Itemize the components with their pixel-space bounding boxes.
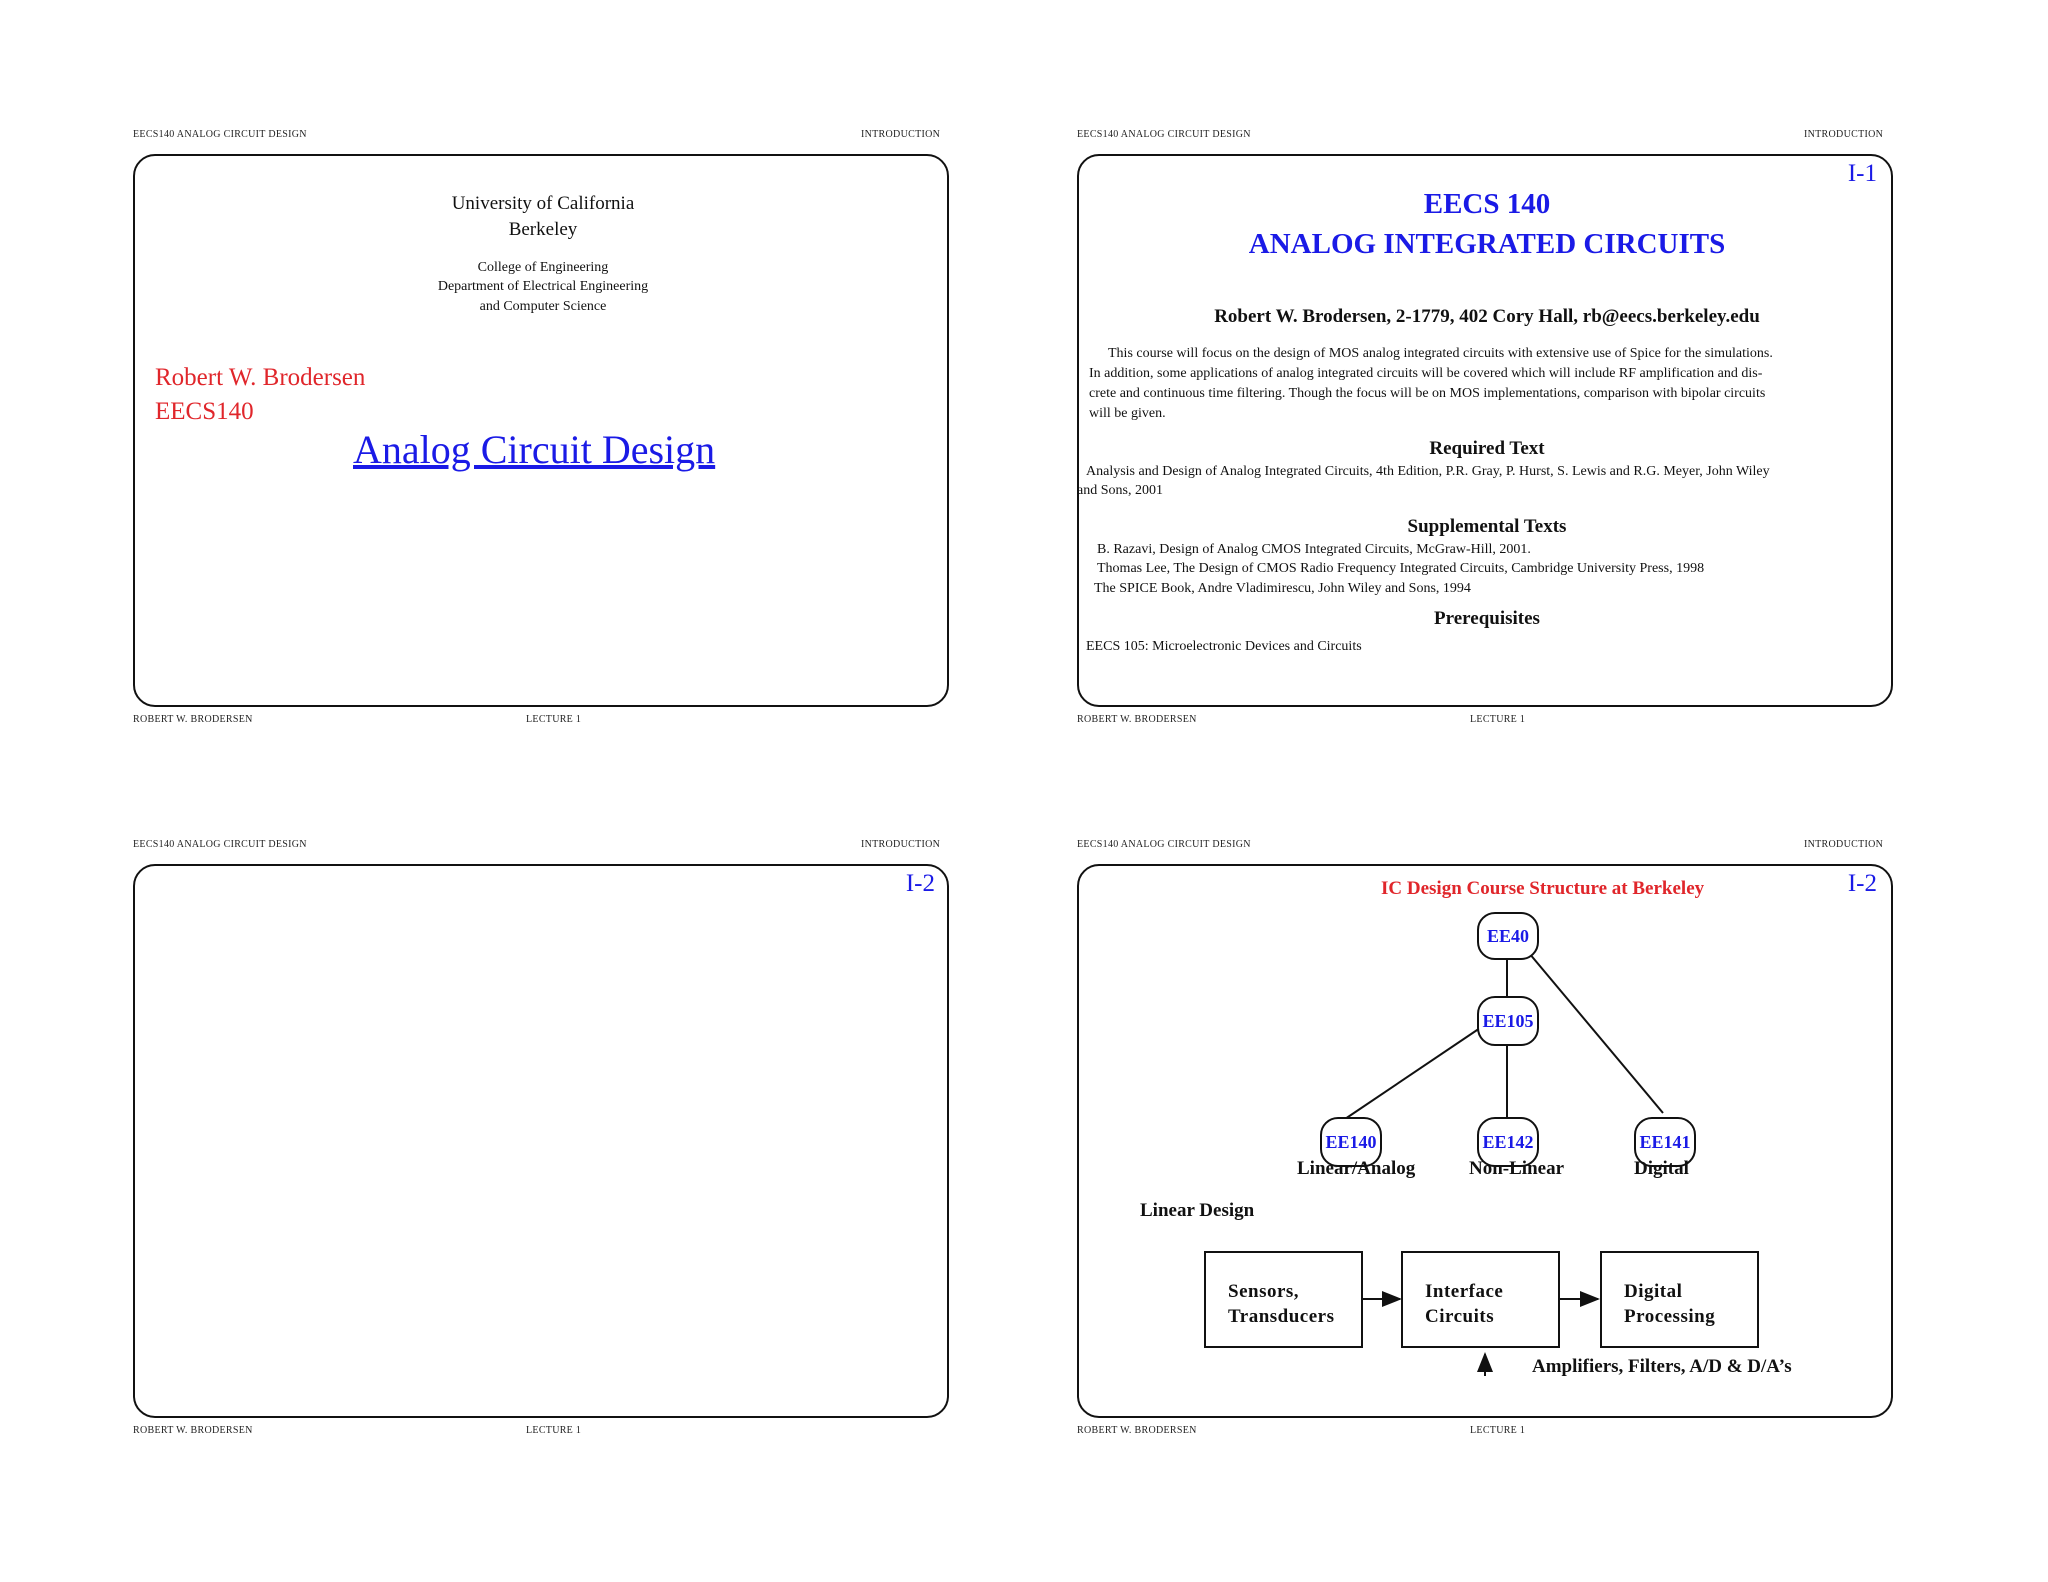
node-ee105: EE105 [1477,996,1539,1046]
edge-ee105-ee140 [1345,1024,1486,1119]
linear-design-heading: Linear Design [1140,1200,1255,1221]
label-linear-analog: Linear/Analog [1297,1158,1416,1179]
page-header-left: EECS140 ANALOG CIRCUIT DESIGN [1077,129,1251,140]
slide-title: EECS 140 [1423,188,1551,220]
label-non-linear: Non-Linear [1469,1158,1564,1179]
slide-subtitle: ANALOG INTEGRATED CIRCUITS [1248,228,1726,260]
caption-amplifiers: Amplifiers, Filters, A/D & D/A’s [1532,1356,1792,1377]
required-text-line: Analysis and Design of Analog Integrated Circuits, 4th Edition, P.R. Gray, P. Hurst, S. Lewis and R.G. Meyer, John Wiley [1086,464,1770,479]
page-header-left: EECS140 ANALOG CIRCUIT DESIGN [1077,839,1251,850]
diagram-title: IC Design Course Structure at Berkeley [1381,878,1705,899]
page-footer-right: LECTURE 1 [1470,714,1526,725]
required-heading: Required Text [1429,438,1545,459]
page-footer-right: LECTURE 1 [1470,1425,1526,1436]
slide-i-2-course-structure [1077,864,1893,1418]
node-ee140: EE140 [1320,1117,1382,1167]
node-ee40: EE40 [1477,912,1539,960]
author-name: Robert W. Brodersen [155,364,366,391]
course-code: EECS140 [155,398,254,425]
department-name-2: and Computer Science [479,299,607,314]
page-header-left: EECS140 ANALOG CIRCUIT DESIGN [133,129,307,140]
node-ee141: EE141 [1634,1117,1696,1167]
department-name: Department of Electrical Engineering [437,279,649,294]
page-footer-right: LECTURE 1 [526,1425,582,1436]
university-city: Berkeley [508,219,578,240]
page-number: I-2 [1847,870,1877,897]
box-digital-processing [1600,1251,1759,1348]
slide-title-page [133,154,949,707]
page-footer-left: ROBERT W. BRODERSEN [1077,714,1197,725]
description-line: In addition, some applications of analog integrated circuits will be covered which will include RF amplification and dis- [1089,366,1763,381]
page-footer-left: ROBERT W. BRODERSEN [133,714,253,725]
page-header-right: INTRODUCTION [1804,839,1884,850]
page-footer-right: LECTURE 1 [526,714,582,725]
page-footer-left: ROBERT W. BRODERSEN [133,1425,253,1436]
description-line: will be given. [1089,406,1166,421]
box-line: Processing [1624,1306,1716,1327]
page-number: I-2 [905,870,935,897]
page-header-right: INTRODUCTION [861,129,941,140]
description-line: crete and continuous time filtering. Though the focus will be on MOS implementations, comparison with bipolar circuits [1089,386,1766,401]
box-line: Interface [1425,1281,1504,1302]
slide-i-2-blank [133,864,949,1418]
description-line: This course will focus on the design of MOS analog integrated circuits with extensive use of Spice for the simulations. [1108,346,1773,361]
box-line: Sensors, [1228,1281,1300,1302]
instructor-info: Robert W. Brodersen, 2-1779, 402 Cory Hall, rb@eecs.berkeley.edu [1214,306,1760,327]
university-name: University of California [451,193,635,214]
page-header-left: EECS140 ANALOG CIRCUIT DESIGN [133,839,307,850]
box-interface-circuits [1401,1251,1560,1348]
supplemental-text-line: B. Razavi, Design of Analog CMOS Integrated Circuits, McGraw-Hill, 2001. [1097,542,1531,557]
slide-i-1 [1077,154,1893,707]
prerequisites-text: EECS 105: Microelectronic Devices and Circuits [1086,639,1362,654]
page-footer-left: ROBERT W. BRODERSEN [1077,1425,1197,1436]
supplemental-text-line: The SPICE Book, Andre Vladimirescu, John Wiley and Sons, 1994 [1094,581,1471,596]
edge-ee40-ee141 [1529,953,1663,1113]
page-header-right: INTRODUCTION [1804,129,1884,140]
required-text-line: and Sons, 2001 [1077,483,1163,498]
prerequisites-heading: Prerequisites [1434,608,1540,629]
page-number: I-1 [1847,160,1877,187]
page-header-right: INTRODUCTION [861,839,941,850]
box-line: Digital [1624,1281,1683,1302]
label-digital: Digital [1634,1158,1689,1179]
node-ee142: EE142 [1477,1117,1539,1167]
course-title-link[interactable]: Analog Circuit Design [353,427,716,472]
box-sensors-transducers [1204,1251,1363,1348]
college-name: College of Engineering [477,260,609,275]
supplemental-heading: Supplemental Texts [1407,516,1567,537]
supplemental-text-line: Thomas Lee, The Design of CMOS Radio Frequency Integrated Circuits, Cambridge University Press, 1998 [1097,561,1705,576]
box-line: Circuits [1425,1306,1495,1327]
box-line: Transducers [1228,1306,1335,1327]
